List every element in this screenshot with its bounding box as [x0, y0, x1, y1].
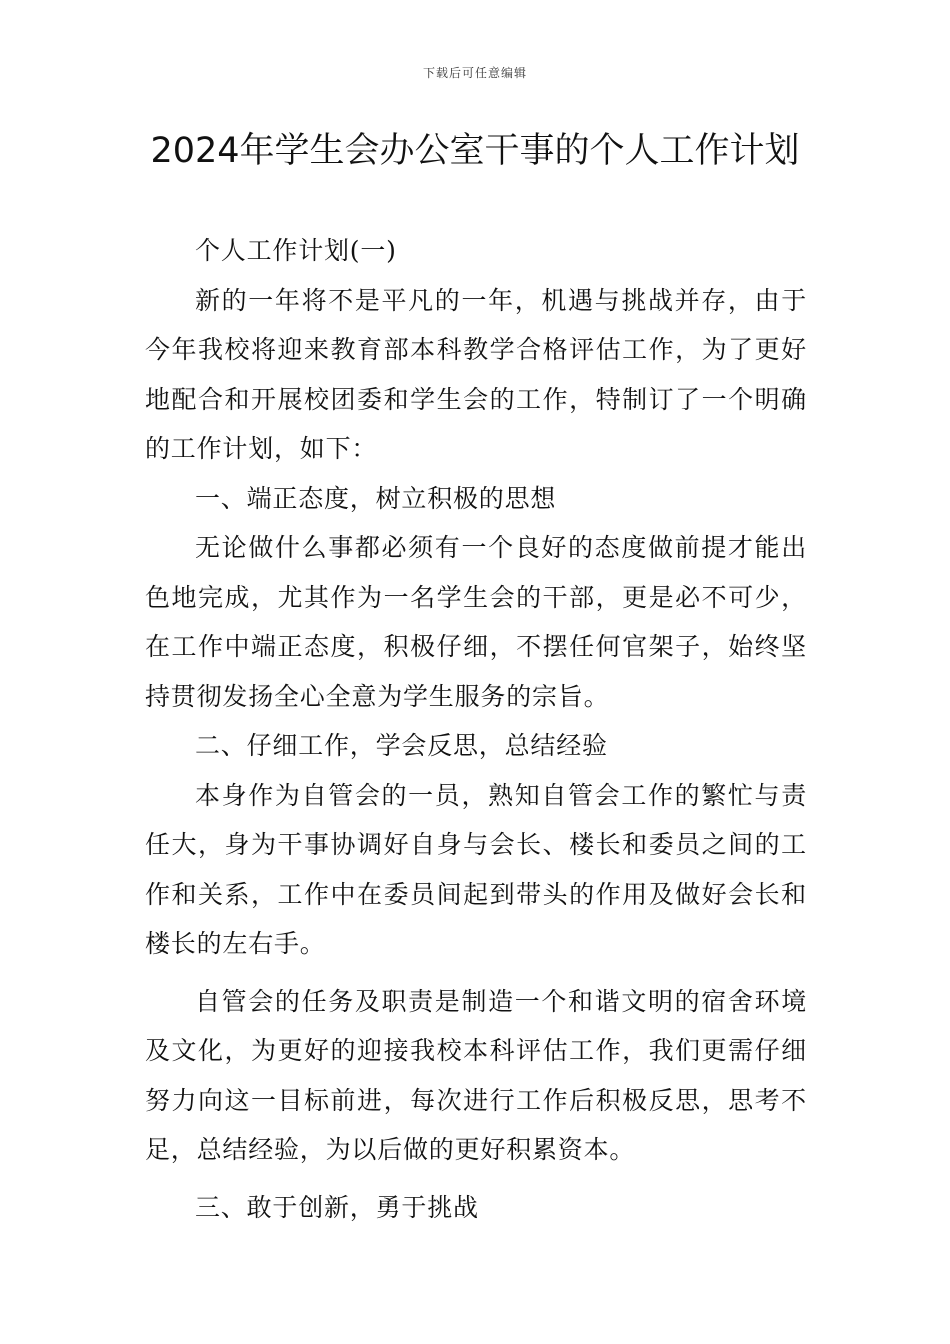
- paragraph-duties: 自管会的任务及职责是制造一个和谐文明的宿舍环境及文化，为更好的迎接我校本科评估工作，我们更需仔细努力向这一目标前进，每次进行工作后积极反思，思考不足，总结经验，为以后做的更好积累资本。: [145, 986, 807, 1164]
- section-heading-plan-one: 个人工作计划(一): [195, 236, 397, 265]
- document-body: [145, 226, 807, 1232]
- paragraph-intro: 新的一年将不是平凡的一年，机遇与挑战并存，由于今年我校将迎来教育部本科教学合格评估工作，为了更好地配合和开展校团委和学生会的工作，特制订了一个明确的工作计划，如下：: [145, 285, 807, 463]
- header-note: 下载后可任意编辑: [422, 66, 527, 80]
- document-title: 2024年学生会办公室干事的个人工作计划: [150, 131, 800, 171]
- section-heading-innovation: 三、敢于创新，勇于挑战: [195, 1192, 479, 1222]
- section-heading-attitude: 一、端正态度，树立积极的思想: [195, 483, 557, 513]
- paragraph-work: 本身作为自管会的一员，熟知自管会工作的繁忙与责任大，身为干事协调好自身与会长、楼长和委员之间的工作和关系，工作中在委员间起到带头的作用及做好会长和楼长的左右手。: [145, 780, 807, 958]
- section-heading-work: 二、仔细工作，学会反思，总结经验: [195, 731, 608, 760]
- paragraph-attitude: 无论做什么事都必须有一个良好的态度做前提才能出色地完成，尤其作为一名学生会的干部，更是必不可少，在工作中端正态度，积极仔细，不摆任何官架子，始终坚持贯彻发扬全心全意为学生服务的宗旨。: [145, 533, 807, 711]
